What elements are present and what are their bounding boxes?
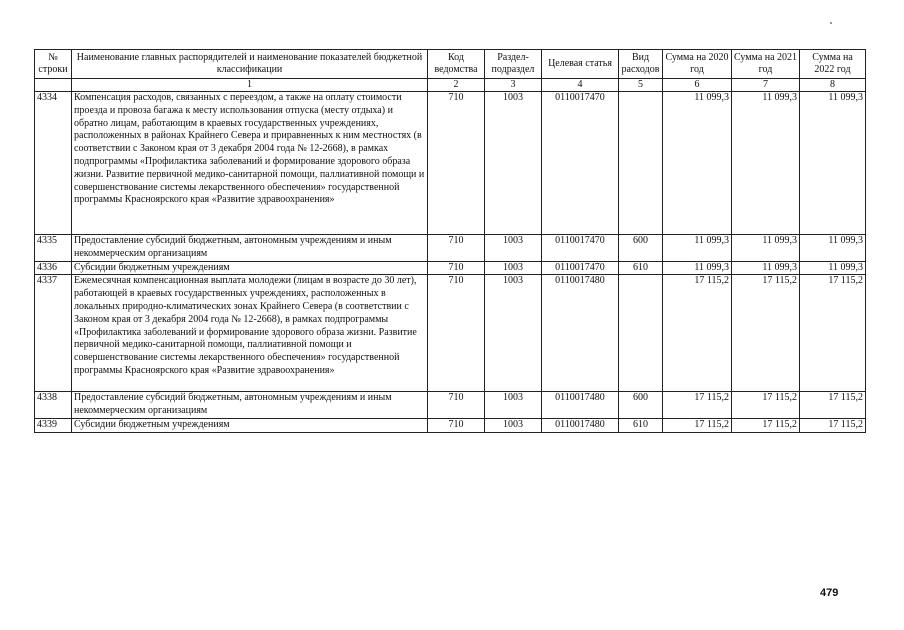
row-sum-2021: 17 115,2: [732, 392, 800, 419]
column-number: 8: [800, 79, 866, 92]
column-number: 3: [485, 79, 542, 92]
column-number: 1: [72, 79, 428, 92]
row-sum-2021: 11 099,3: [732, 261, 800, 275]
column-number: 2: [428, 79, 485, 92]
row-sum-2020: 11 099,3: [663, 92, 732, 235]
header-section: Раздел-подраздел: [485, 50, 542, 79]
row-expense-type: 610: [619, 418, 663, 432]
row-name: Ежемесячная компенсационная выплата молодежи (лицам в возрасте до 30 лет), работающей в краевых государственных учреждениях, расположенных в локальных природно-климатических зонах Крайнего Севера (в соответствии с Законом края от 3 декабря 2004 года № 12-2668), в рамках подпрограммы «Профилактика заболеваний и формирование здорового образа жизни. Развитие первичной медико-санитарной помощи, паллиативной помощи и совершенствование системы лекарственного обеспечения» государственной программы Красноярского края «Развитие здравоохранения»: [72, 275, 428, 392]
row-section: 1003: [485, 235, 542, 262]
row-sum-2022: 17 115,2: [800, 275, 866, 392]
row-sum-2022: 11 099,3: [800, 92, 866, 235]
row-section: 1003: [485, 275, 542, 392]
table-row: [35, 92, 866, 235]
row-dept-code: 710: [428, 235, 485, 262]
row-sum-2020: 11 099,3: [663, 261, 732, 275]
row-index: 4339: [35, 418, 72, 432]
row-expense-type: [619, 275, 663, 392]
row-dept-code: 710: [428, 92, 485, 235]
row-sum-2021: 11 099,3: [732, 235, 800, 262]
row-sum-2021: 11 099,3: [732, 92, 800, 235]
header-name: Наименование главных распорядителей и наименование показателей бюджетной классификации: [72, 50, 428, 79]
column-number: 7: [732, 79, 800, 92]
column-number: 4: [542, 79, 619, 92]
row-name: Предоставление субсидий бюджетным, автономным учреждениям и иным некоммерческим организациям: [72, 392, 428, 419]
row-sum-2021: 17 115,2: [732, 275, 800, 392]
column-number: 5: [619, 79, 663, 92]
table-row: [35, 261, 866, 275]
row-sum-2022: 17 115,2: [800, 392, 866, 419]
page-number: 479: [820, 587, 839, 599]
row-target-item: 0110017470: [542, 92, 619, 235]
row-dept-code: 710: [428, 392, 485, 419]
row-index: 4335: [35, 235, 72, 262]
row-sum-2020: 17 115,2: [663, 275, 732, 392]
row-expense-type: 600: [619, 235, 663, 262]
column-number-spacer: [35, 79, 72, 92]
row-sum-2020: 17 115,2: [663, 418, 732, 432]
row-index: 4334: [35, 92, 72, 235]
row-section: 1003: [485, 92, 542, 235]
row-dept-code: 710: [428, 275, 485, 392]
row-dept-code: 710: [428, 261, 485, 275]
budget-page: [34, 49, 865, 433]
row-sum-2020: 17 115,2: [663, 392, 732, 419]
row-sum-2022: 17 115,2: [800, 418, 866, 432]
row-section: 1003: [485, 261, 542, 275]
row-name: Субсидии бюджетным учреждениям: [72, 418, 428, 432]
header-expense-type: Вид расходов: [619, 50, 663, 79]
budget-table: [34, 49, 866, 433]
row-dept-code: 710: [428, 418, 485, 432]
header-sum-2022: Сумма на 2022 год: [800, 50, 866, 79]
row-sum-2022: 11 099,3: [800, 235, 866, 262]
row-target-item: 0110017480: [542, 392, 619, 419]
scan-speck: [830, 22, 832, 24]
row-target-item: 0110017470: [542, 235, 619, 262]
row-index: 4338: [35, 392, 72, 419]
row-section: 1003: [485, 418, 542, 432]
row-index: 4337: [35, 275, 72, 392]
row-expense-type: [619, 92, 663, 235]
row-section: 1003: [485, 392, 542, 419]
row-name: Субсидии бюджетным учреждениям: [72, 261, 428, 275]
table-row: [35, 392, 866, 419]
header-dept-code: Код ведомства: [428, 50, 485, 79]
column-number-row: [35, 79, 866, 92]
column-number: 6: [663, 79, 732, 92]
header-sum-2020: Сумма на 2020 год: [663, 50, 732, 79]
header-row: [35, 50, 866, 79]
header-target-item: Целевая статья: [542, 50, 619, 79]
row-sum-2021: 17 115,2: [732, 418, 800, 432]
row-target-item: 0110017480: [542, 418, 619, 432]
row-name: Компенсация расходов, связанных с переездом, а также на оплату стоимости проезда и провоза багажа к месту использования отпуска (месту отдыха) и обратно лицам, работающим в краевых государственных учреждениях, расположенных в районах Крайнего Севера и приравненных к ним местностях (в соответствии с Законом края от 3 декабря 2004 года № 12-2668), в рамках подпрограммы «Профилактика заболеваний и формирование здорового образа жизни. Развитие первичной медико-санитарной помощи, паллиативной помощи и совершенствование системы лекарственного обеспечения» государственной программы Красноярского края «Развитие здравоохранения»: [72, 92, 428, 235]
row-expense-type: 600: [619, 392, 663, 419]
row-target-item: 0110017470: [542, 261, 619, 275]
table-row: [35, 235, 866, 262]
header-row-no: № строки: [35, 50, 72, 79]
row-index: 4336: [35, 261, 72, 275]
table-row: [35, 275, 866, 392]
row-sum-2020: 11 099,3: [663, 235, 732, 262]
table-row: [35, 418, 866, 432]
row-sum-2022: 11 099,3: [800, 261, 866, 275]
header-sum-2021: Сумма на 2021 год: [732, 50, 800, 79]
row-target-item: 0110017480: [542, 275, 619, 392]
row-expense-type: 610: [619, 261, 663, 275]
row-name: Предоставление субсидий бюджетным, автономным учреждениям и иным некоммерческим организациям: [72, 235, 428, 262]
